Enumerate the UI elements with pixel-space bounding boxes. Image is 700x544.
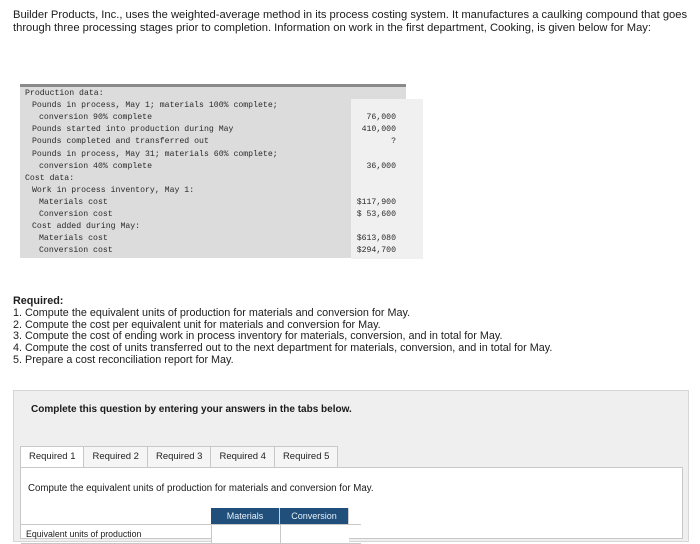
tab-required-5[interactable]: Required 5	[274, 446, 338, 467]
row-value: $294,700	[356, 246, 396, 256]
table-row	[21, 524, 361, 544]
tab-content	[20, 467, 683, 539]
tab-required-3[interactable]: Required 3	[147, 446, 211, 467]
table-row	[20, 186, 406, 196]
table-row	[20, 210, 406, 220]
conversion-column-header: Conversion	[280, 508, 349, 524]
table-row	[20, 234, 406, 244]
row-value: $ 53,600	[356, 210, 396, 219]
row-label: Equivalent units of production	[26, 529, 142, 539]
table-row	[20, 150, 406, 160]
eq-table-header	[211, 508, 349, 524]
row-label: Pounds started into production during May	[32, 125, 234, 135]
tab-instruction: Compute the equivalent units of production for materials and conversion for May.	[28, 483, 374, 494]
required-item: 1. Compute the equivalent units of production for materials and conversion for May.	[13, 306, 411, 319]
row-value: 410,000	[361, 125, 396, 135]
row-value: 76,000	[366, 113, 396, 123]
row-label: Cost added during May:	[32, 222, 141, 232]
row-value: $117,900	[356, 197, 396, 207]
table-row	[20, 113, 406, 123]
row-label: Work in process inventory, May 1:	[32, 185, 195, 195]
answer-panel	[13, 390, 689, 542]
table-row	[20, 174, 406, 184]
table-row	[20, 101, 406, 111]
complete-instruction: Complete this question by entering your answers in the tabs below.	[31, 404, 352, 415]
row-label: Pounds in process, May 31; materials 60% complete;	[32, 149, 278, 159]
conversion-input[interactable]	[280, 525, 349, 543]
row-value: ?	[391, 137, 396, 147]
table-row	[20, 246, 406, 256]
row-label: Materials cost	[39, 234, 108, 244]
row-label: Production data:	[25, 89, 104, 98]
row-label: Pounds completed and transferred out	[32, 137, 209, 147]
row-label: Materials cost	[39, 197, 108, 207]
table-row	[20, 162, 406, 172]
tab-required-1[interactable]: Required 1	[20, 446, 84, 468]
row-label: Pounds in process, May 1; materials 100% complete;	[32, 101, 278, 111]
table-row	[20, 222, 406, 232]
materials-column-header: Materials	[211, 508, 280, 524]
materials-input[interactable]	[211, 525, 280, 543]
row-value: $613,080	[356, 234, 396, 244]
required-item: 5. Prepare a cost reconciliation report for May.	[13, 353, 234, 366]
row-label: Conversion cost	[39, 246, 113, 256]
problem-intro: Builder Products, Inc., uses the weighted-average method in its process costing system. It manufactures a caulking compound that goes through three processing stages prior to completion. Information on work in the first department, Cooking, is given below for May:	[13, 9, 688, 34]
required-item: 2. Compute the cost per equivalent unit for materials and conversion for May.	[13, 318, 381, 331]
row-value: 36,000	[366, 161, 396, 171]
row-label: conversion 90% complete	[39, 113, 153, 123]
row-label: Cost data:	[25, 173, 75, 183]
production-data-table	[20, 84, 406, 258]
row-label: conversion 40% complete	[39, 161, 153, 171]
table-row	[20, 137, 406, 147]
table-row	[20, 125, 406, 135]
table-header-bar	[20, 84, 406, 87]
tab-required-2[interactable]: Required 2	[83, 446, 147, 467]
required-section	[13, 296, 689, 367]
row-label: Conversion cost	[39, 210, 113, 219]
table-row	[20, 89, 406, 99]
required-item: 3. Compute the cost of ending work in process inventory for materials, conversion, and in total for May.	[13, 330, 503, 343]
required-title: Required:	[13, 295, 64, 307]
required-item: 4. Compute the cost of units transferred out to the next department for materials, conversion, and in total for May.	[13, 342, 553, 355]
tab-required-4[interactable]: Required 4	[210, 446, 274, 467]
required-tabs	[20, 446, 337, 468]
table-row	[20, 198, 406, 208]
